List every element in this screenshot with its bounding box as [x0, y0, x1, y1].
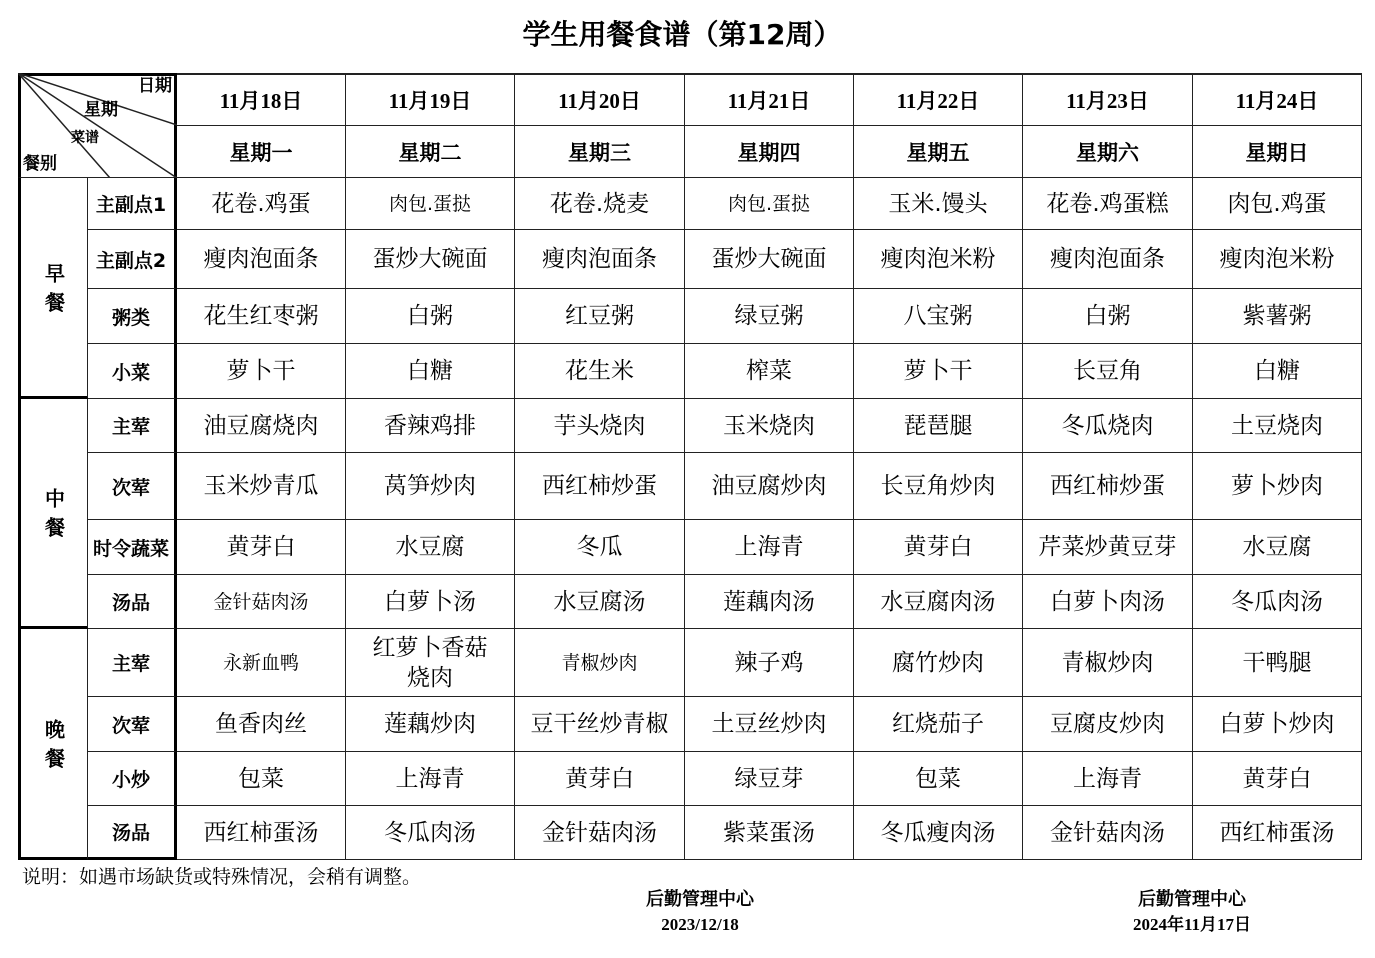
menu-cell: 包菜	[854, 752, 1023, 806]
signature-date: 2023/12/18	[661, 915, 739, 934]
menu-cell: 白糖	[1193, 344, 1362, 399]
menu-cell: 花卷.鸡蛋	[177, 178, 346, 230]
menu-cell: 永新血鸭	[177, 629, 346, 697]
corner-menu-label: 菜谱	[71, 130, 99, 146]
signature-org: 后勤管理中心	[646, 889, 754, 910]
menu-cell: 花卷.烧麦	[515, 178, 685, 230]
category-label: 小炒	[88, 752, 177, 806]
menu-cell: 白粥	[346, 289, 515, 344]
category-label: 粥类	[88, 289, 177, 344]
category-label: 次荤	[88, 697, 177, 752]
menu-cell: 榨菜	[685, 344, 854, 399]
category-label: 主副点2	[88, 230, 177, 289]
menu-cell: 香辣鸡排	[346, 399, 515, 453]
date-header: 11月23日	[1023, 73, 1193, 126]
menu-cell: 莲藕炒肉	[346, 697, 515, 752]
menu-cell: 黄芽白	[854, 520, 1023, 575]
date-header: 11月18日	[177, 73, 346, 126]
menu-cell: 瘦肉泡米粉	[854, 230, 1023, 289]
menu-cell: 绿豆芽	[685, 752, 854, 806]
menu-cell: 萝卜炒肉	[1193, 453, 1362, 520]
menu-cell: 西红柿炒蛋	[515, 453, 685, 520]
menu-cell: 干鸭腿	[1193, 629, 1362, 697]
menu-cell: 白萝卜肉汤	[1023, 575, 1193, 629]
menu-table	[18, 73, 1362, 860]
category-label: 主荤	[88, 399, 177, 453]
menu-cell: 紫菜蛋汤	[685, 806, 854, 860]
menu-cell: 长豆角	[1023, 344, 1193, 399]
menu-cell: 土豆丝炒肉	[685, 697, 854, 752]
weekday-header: 星期五	[854, 126, 1023, 178]
menu-cell: 瘦肉泡米粉	[1193, 230, 1362, 289]
corner-weekday-label: 星期	[84, 100, 118, 120]
menu-cell: 西红柿蛋汤	[1193, 806, 1362, 860]
menu-cell: 鱼香肉丝	[177, 697, 346, 752]
menu-cell: 白糖	[346, 344, 515, 399]
menu-cell: 黄芽白	[177, 520, 346, 575]
menu-cell: 肉包.鸡蛋	[1193, 178, 1362, 230]
meal-label-dinner: 晚餐	[18, 629, 88, 860]
menu-cell: 萝卜干	[854, 344, 1023, 399]
date-header: 11月21日	[685, 73, 854, 126]
menu-cell: 花卷.鸡蛋糕	[1023, 178, 1193, 230]
date-header: 11月22日	[854, 73, 1023, 126]
category-label: 次荤	[88, 453, 177, 520]
menu-cell: 水豆腐肉汤	[854, 575, 1023, 629]
weekday-header: 星期三	[515, 126, 685, 178]
corner-header-cell	[18, 73, 177, 178]
menu-cell: 上海青	[685, 520, 854, 575]
category-label: 汤品	[88, 575, 177, 629]
menu-cell: 肉包.蛋挞	[685, 178, 854, 230]
category-label: 小菜	[88, 344, 177, 399]
menu-cell: 辣子鸡	[685, 629, 854, 697]
menu-cell: 上海青	[346, 752, 515, 806]
menu-cell: 白萝卜汤	[346, 575, 515, 629]
menu-cell: 冬瓜瘦肉汤	[854, 806, 1023, 860]
menu-cell: 白萝卜炒肉	[1193, 697, 1362, 752]
menu-cell: 芋头烧肉	[515, 399, 685, 453]
menu-cell: 金针菇肉汤	[515, 806, 685, 860]
menu-cell: 腐竹炒肉	[854, 629, 1023, 697]
menu-cell: 冬瓜肉汤	[1193, 575, 1362, 629]
menu-cell: 豆腐皮炒肉	[1023, 697, 1193, 752]
signature-org: 后勤管理中心	[1138, 889, 1246, 910]
menu-cell: 瘦肉泡面条	[515, 230, 685, 289]
menu-cell: 玉米炒青瓜	[177, 453, 346, 520]
menu-cell: 莴笋炒肉	[346, 453, 515, 520]
menu-cell: 油豆腐烧肉	[177, 399, 346, 453]
menu-cell: 芹菜炒黄豆芽	[1023, 520, 1193, 575]
menu-cell: 油豆腐炒肉	[685, 453, 854, 520]
category-label: 时令蔬菜	[88, 520, 177, 575]
menu-cell: 上海青	[1023, 752, 1193, 806]
weekday-header: 星期日	[1193, 126, 1362, 178]
menu-cell: 紫薯粥	[1193, 289, 1362, 344]
menu-cell: 黄芽白	[1193, 752, 1362, 806]
menu-cell: 西红柿蛋汤	[177, 806, 346, 860]
menu-cell: 冬瓜肉汤	[346, 806, 515, 860]
menu-cell: 莲藕肉汤	[685, 575, 854, 629]
menu-cell: 豆干丝炒青椒	[515, 697, 685, 752]
menu-cell: 长豆角炒肉	[854, 453, 1023, 520]
signature-date: 2024年11月17日	[1132, 915, 1252, 934]
menu-cell: 水豆腐	[346, 520, 515, 575]
weekday-header: 星期四	[685, 126, 854, 178]
menu-cell: 琵琶腿	[854, 399, 1023, 453]
menu-cell: 红豆粥	[515, 289, 685, 344]
menu-cell: 花生红枣粥	[177, 289, 346, 344]
menu-cell: 玉米烧肉	[685, 399, 854, 453]
corner-date-label: 日期	[138, 76, 172, 96]
menu-cell: 青椒炒肉	[1023, 629, 1193, 697]
menu-cell: 八宝粥	[854, 289, 1023, 344]
weekday-header: 星期一	[177, 126, 346, 178]
category-label: 主荤	[88, 629, 177, 697]
date-header: 11月19日	[346, 73, 515, 126]
date-header: 11月24日	[1193, 73, 1362, 126]
footnote: 说明：如遇市场缺货或特殊情况，会稍有调整。	[22, 866, 422, 888]
weekday-header: 星期六	[1023, 126, 1193, 178]
meal-label-lunch: 中餐	[18, 399, 88, 629]
menu-cell: 水豆腐	[1193, 520, 1362, 575]
signature-block	[1092, 887, 1292, 937]
menu-cell: 蛋炒大碗面	[346, 230, 515, 289]
menu-cell: 肉包.蛋挞	[346, 178, 515, 230]
menu-cell: 瘦肉泡面条	[177, 230, 346, 289]
menu-cell: 瘦肉泡面条	[1023, 230, 1193, 289]
menu-cell: 冬瓜	[515, 520, 685, 575]
menu-cell: 白粥	[1023, 289, 1193, 344]
menu-cell: 包菜	[177, 752, 346, 806]
date-header: 11月20日	[515, 73, 685, 126]
menu-cell: 绿豆粥	[685, 289, 854, 344]
menu-cell: 玉米.馒头	[854, 178, 1023, 230]
menu-cell: 花生米	[515, 344, 685, 399]
menu-cell: 红烧茄子	[854, 697, 1023, 752]
category-label: 主副点1	[88, 178, 177, 230]
menu-cell: 水豆腐汤	[515, 575, 685, 629]
menu-cell: 土豆烧肉	[1193, 399, 1362, 453]
page-title: 学生用餐食谱（第12周）	[522, 18, 842, 51]
corner-meal-label: 餐别	[23, 154, 57, 174]
meal-label-breakfast: 早餐	[18, 178, 88, 399]
menu-cell: 西红柿炒蛋	[1023, 453, 1193, 520]
signature-block	[600, 887, 800, 937]
menu-cell: 金针菇肉汤	[1023, 806, 1193, 860]
menu-cell: 萝卜干	[177, 344, 346, 399]
menu-cell: 冬瓜烧肉	[1023, 399, 1193, 453]
menu-cell: 黄芽白	[515, 752, 685, 806]
menu-cell: 蛋炒大碗面	[685, 230, 854, 289]
menu-cell: 红萝卜香菇烧肉	[346, 629, 515, 697]
weekday-header: 星期二	[346, 126, 515, 178]
menu-cell: 青椒炒肉	[515, 629, 685, 697]
category-label: 汤品	[88, 806, 177, 860]
menu-cell: 金针菇肉汤	[177, 575, 346, 629]
